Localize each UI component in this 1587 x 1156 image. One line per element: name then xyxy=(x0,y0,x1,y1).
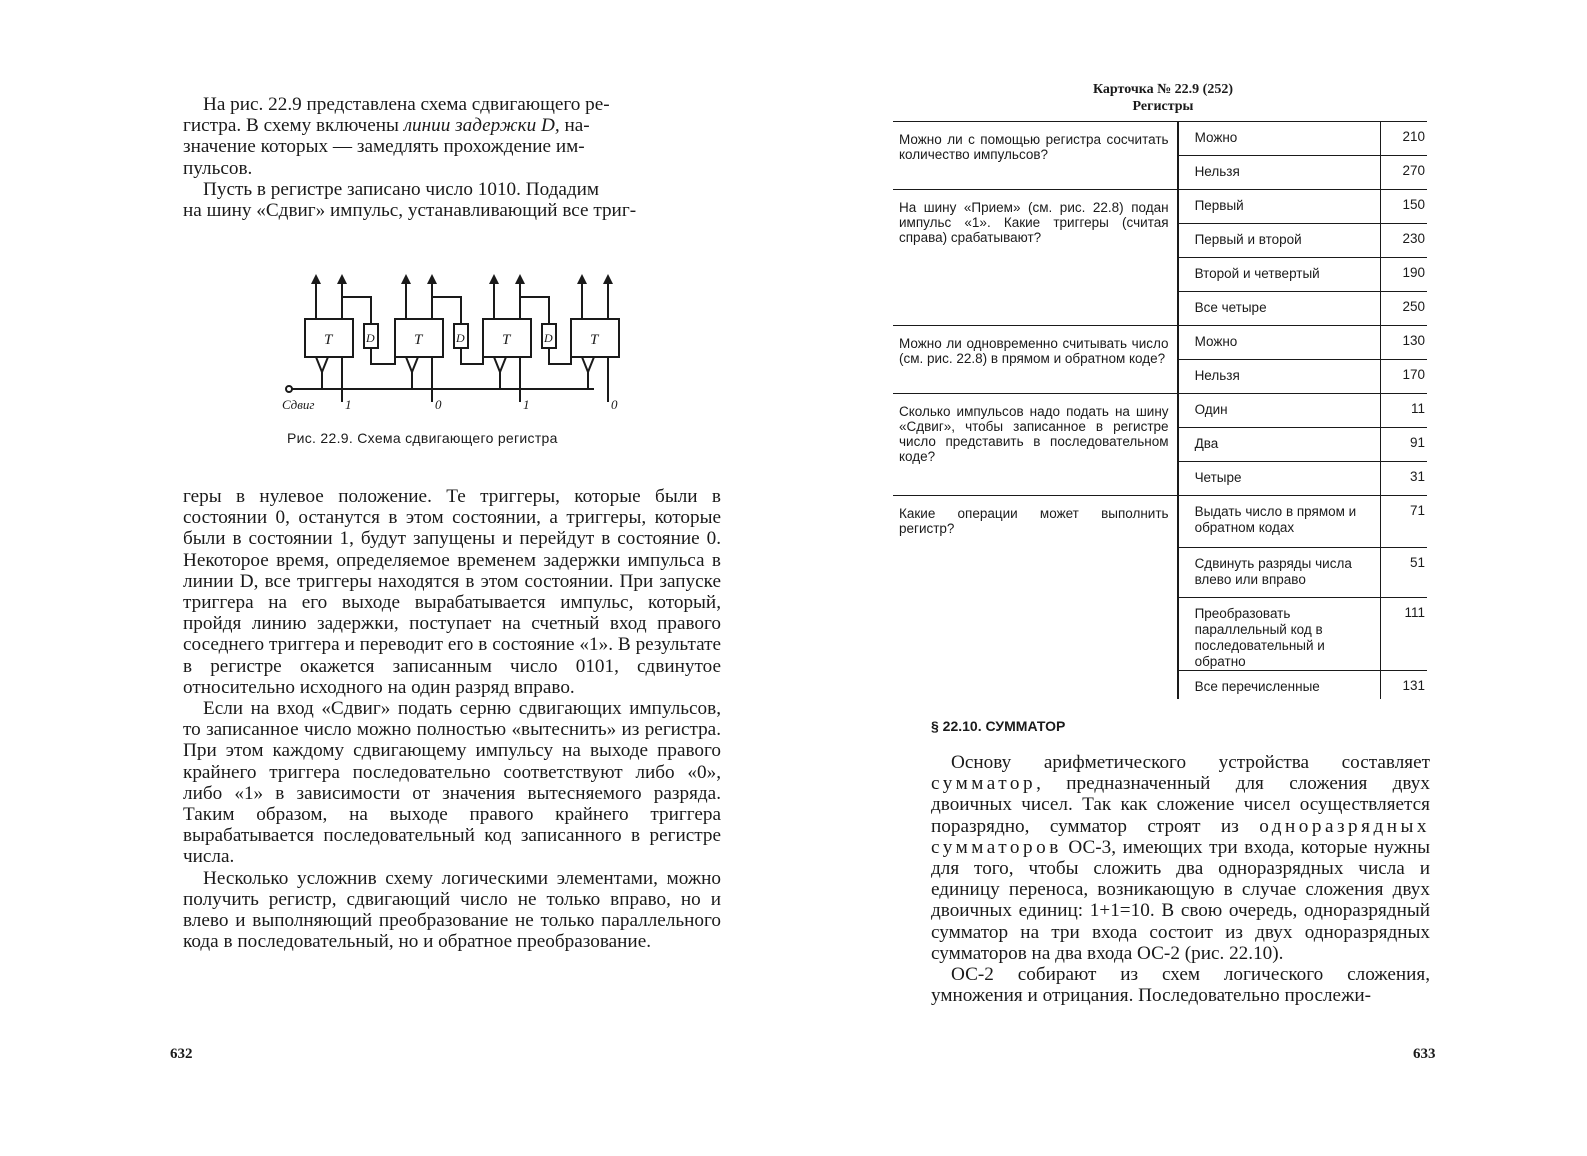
answer-4-3[interactable]: Четыре xyxy=(1178,462,1381,496)
input-label-4: 0 xyxy=(611,397,618,412)
page-number-left: 632 xyxy=(170,1046,193,1062)
answer-5-2[interactable]: Сдвинуть разряды числа влево или вправо xyxy=(1178,548,1381,598)
answer-2-2[interactable]: Первый и второй xyxy=(1178,224,1381,258)
answer-4-2[interactable]: Два xyxy=(1178,428,1381,462)
delay-label-1: D xyxy=(366,331,375,345)
trigger-label-4: T xyxy=(590,332,599,348)
code-4-2: 91 xyxy=(1380,428,1427,462)
shift-register-diagram xyxy=(280,272,625,417)
answer-4-1[interactable]: Один xyxy=(1178,394,1381,428)
left-page xyxy=(0,0,793,1156)
question-4: Сколько импульсов надо подать на шину «Сдвиг», чтобы записанное в регистре число представить в последовательном коде? xyxy=(893,394,1178,496)
answer-1-2[interactable]: Нельзя xyxy=(1178,156,1381,190)
answer-2-4[interactable]: Все четыре xyxy=(1178,292,1381,326)
code-2-4: 250 xyxy=(1380,292,1427,326)
adder-paragraph-1: Основу арифметического устройства составляет сумматор, предназначенный для сложения двух двоичных чисел. Так как сложение чисел осуществляется поразрядно, сумматор строят из одноразрядных сумматоров ОС-3, имеющих три входа, которые нужны для того, чтобы сложить два одноразрядных числа и единицу переноса, возникающую в случае сложения двух двоичных единиц: 1+1=10. В свою очередь, одноразрядный сумматор на три входа состоит из двух одноразрядных сумматоров на два входа ОС-2 (рис. 22.10). xyxy=(931,752,1430,964)
answer-2-3[interactable]: Второй и четвертый xyxy=(1178,258,1381,292)
input-label-3: 1 xyxy=(523,397,530,412)
code-4-1: 11 xyxy=(1380,394,1427,428)
trigger-label-1: T xyxy=(324,332,333,348)
code-2-1: 150 xyxy=(1380,190,1427,224)
emphasis-delay-lines: линии задержки D, xyxy=(403,115,560,137)
section-heading: § 22.10. СУММАТОР xyxy=(931,718,1066,734)
intro-line: На рис. 22.9 представлена схема сдвигающего ре- xyxy=(203,94,610,115)
code-3-2: 170 xyxy=(1380,360,1427,394)
answer-3-2[interactable]: Нельзя xyxy=(1178,360,1381,394)
right-page xyxy=(793,0,1587,1156)
input-label-2: 0 xyxy=(435,397,442,412)
code-5-4: 131 xyxy=(1380,671,1427,699)
answer-1-1[interactable]: Можно xyxy=(1178,122,1381,156)
adder-text xyxy=(931,752,1430,1006)
code-1-1: 210 xyxy=(1380,122,1427,156)
delay-label-2: D xyxy=(456,331,465,345)
answer-5-1[interactable]: Выдать число в прямом и обратном кодах xyxy=(1178,496,1381,548)
paragraph-5: Несколько усложнив схему логическими элементами, можно получить регистр, сдвигающий число не только вправо, но и влево и выполняющий преобразование не только параллельного кода в последовательный, но и обратное преобразование. xyxy=(183,867,721,953)
term-adder: сумматор xyxy=(931,773,1037,795)
card-title: Карточка № 22.9 (252) xyxy=(1092,82,1234,97)
term-single-bit-adders: одноразрядных сумматоров xyxy=(931,815,1430,858)
paragraph-intro: На рис. 22.9 представлена схема сдвигающего ре- гистра. В схему включены линии задержки D, на- значение которых — замедлять прохождение им- пульсов. Пусть в регистре записано число 1010. Подадим на шину «Сдвиг» импульс, устанавливающий все триг- xyxy=(183,94,637,222)
card-subtitle: Регистры xyxy=(1132,99,1194,114)
answer-5-4[interactable]: Все перечисленные xyxy=(1178,671,1381,699)
delay-label-3: D xyxy=(544,331,553,345)
answer-5-3[interactable]: Преобразовать параллельный код в последовательный и обратно xyxy=(1178,598,1381,671)
code-5-1: 71 xyxy=(1380,496,1427,548)
paragraph-3: геры в нулевое положение. Те триггеры, которые были в состоянии 0, останутся в этом состоянии, а триггеры, которые были в состоянии 1, будут запущены и перейдут в состояние 0. Некоторое время, определяемое временем задержки импульса в линии D, все триггеры находятся в этом состоянии. При запуске триггера на его выходе вырабатывается импульс, который, пройдя линию задержки, поступает на счетный вход правого соседнего триггера и переводит его в состояние «1». В результате в регистре окажется записанным число 0101, сдвинутое относительно исходного на один разряд вправо. xyxy=(183,486,721,698)
question-5: Какие операции может выполнить регистр? xyxy=(893,496,1178,699)
code-2-3: 190 xyxy=(1380,258,1427,292)
question-3: Можно ли одновременно считывать число (см. рис. 22.8) в прямом и обратном коде? xyxy=(893,326,1178,394)
page-number-right: 633 xyxy=(1413,1046,1436,1062)
paragraph-body xyxy=(183,486,721,952)
input-label-1: 1 xyxy=(345,397,352,412)
trigger-label-3: T xyxy=(502,332,511,348)
answer-3-1[interactable]: Можно xyxy=(1178,326,1381,360)
code-5-2: 51 xyxy=(1380,548,1427,598)
code-5-3: 111 xyxy=(1380,598,1427,671)
paragraph-4: Если на вход «Сдвиг» подать серню сдвигающих импульсов, то записанное число можно полностью «вытеснить» из регистра. При этом каждому сдвигающему импульсу на выходе правого крайнего триггера последовательно соответствуют либо «0», либо «1» в зависимости от значения вытесняемого разряда. Таким образом, на выходе правого крайнего триггера вырабатывается последовательный код записанного в регистре числа. xyxy=(183,698,721,868)
code-2-2: 230 xyxy=(1380,224,1427,258)
adder-paragraph-2: ОС-2 собирают из схем логического сложения, умножения и отрицания. Последовательно прослежи- xyxy=(931,964,1430,1007)
code-3-1: 130 xyxy=(1380,326,1427,360)
code-1-2: 270 xyxy=(1380,156,1427,190)
question-1: Можно ли с помощью регистра сосчитать количество импульсов? xyxy=(893,122,1178,190)
code-4-3: 31 xyxy=(1380,462,1427,496)
question-card-table xyxy=(893,121,1427,699)
question-2: На шину «Прием» (см. рис. 22.8) подан импульс «1». Какие триггеры (считая справа) срабатывают? xyxy=(893,190,1178,326)
answer-2-1[interactable]: Первый xyxy=(1178,190,1381,224)
shift-label: Сдвиг xyxy=(282,397,315,412)
trigger-label-2: T xyxy=(414,332,423,348)
figure-caption: Рис. 22.9. Схема сдвигающего регистра xyxy=(287,430,558,446)
